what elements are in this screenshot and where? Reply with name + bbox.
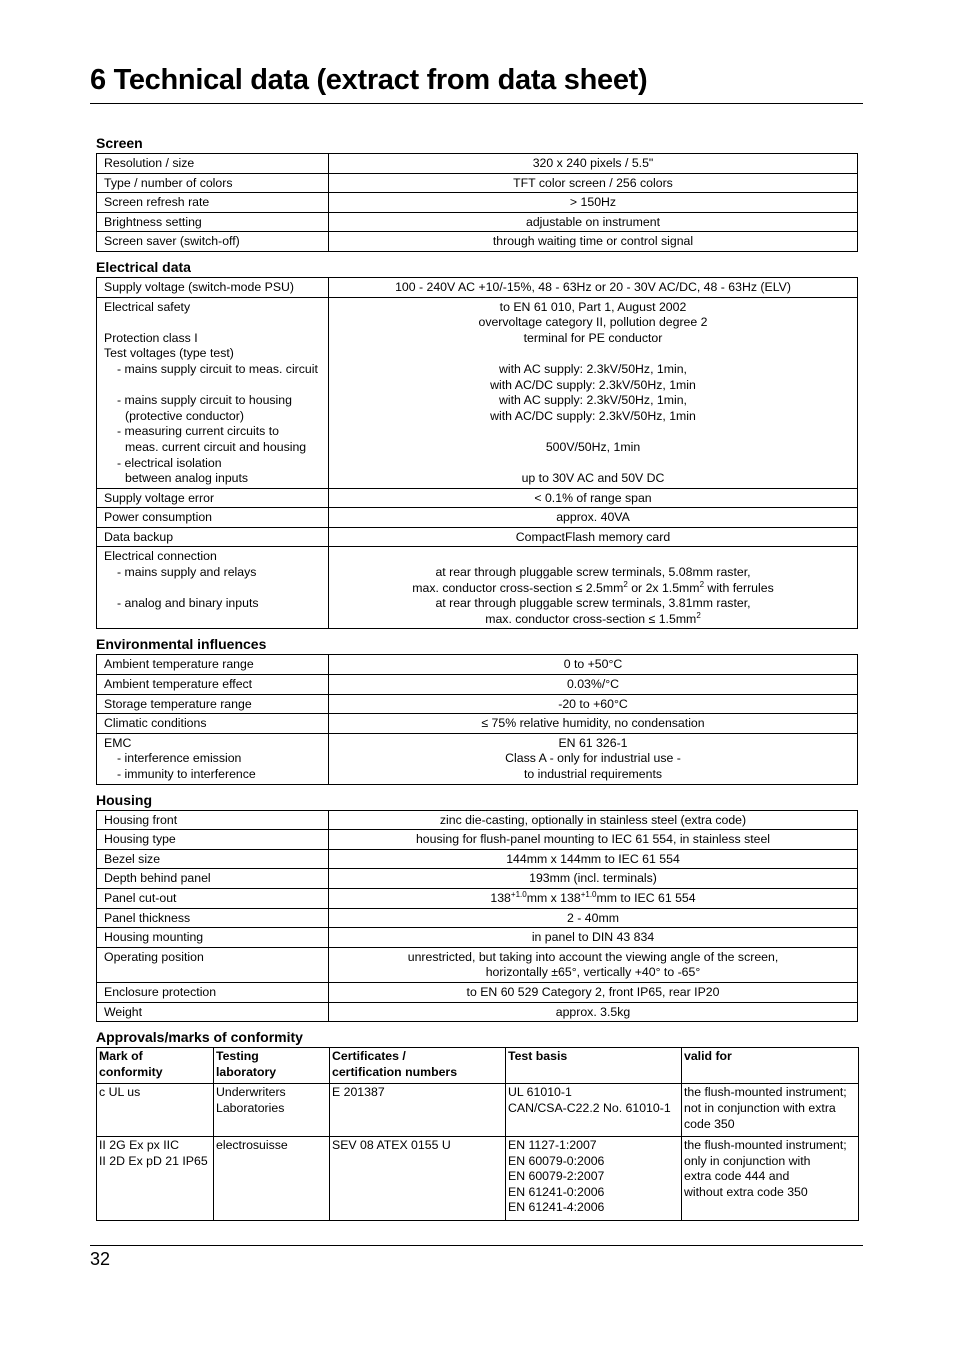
value-line: at rear through pluggable screw terminals, 3.81mm raster, — [435, 596, 751, 611]
row-value-multiline — [329, 947, 858, 982]
label-line: - measuring current circuits to — [117, 424, 279, 439]
table-row — [97, 297, 858, 488]
cell-lab: Underwriters Laboratories — [214, 1084, 330, 1137]
row-label: Housing mounting — [97, 928, 329, 948]
table-header-row — [97, 1048, 859, 1084]
row-value: $138^{+1.0}mm$ x $138^{+1.0}mm$ to IEC 61 554 — [329, 888, 858, 908]
table-row — [97, 1002, 858, 1022]
row-label: Operating position — [97, 947, 329, 982]
row-value: 2 - 40mm — [329, 908, 858, 928]
cell-basis: EN 1127-1:2007 EN 60079-0:2006 EN 60079-2:2007 EN 61241-0:2006 EN 61241-4:2006 — [506, 1137, 682, 1221]
section-heading-environment: Environmental influences — [96, 636, 267, 653]
row-value: zinc die-casting, optionally in stainless steel (extra code) — [329, 810, 858, 830]
value-line: with AC/DC supply: 2.3kV/50Hz, 1min — [490, 408, 696, 423]
value-line: EN 61 326-1 — [558, 735, 628, 750]
label-line: meas. current circuit and housing — [125, 439, 307, 454]
table-row — [97, 830, 858, 850]
row-value: to EN 60 529 Category 2, front IP65, rear IP20 — [329, 982, 858, 1002]
environment-table — [96, 654, 858, 784]
label-line: - electrical isolation — [117, 455, 222, 470]
title-rule — [90, 103, 863, 104]
column-header: Mark of conformity — [97, 1048, 214, 1084]
row-value-multiline — [329, 547, 858, 629]
table-row — [97, 714, 858, 734]
electrical-table — [96, 277, 858, 629]
row-label-multiline — [97, 547, 329, 629]
row-value: 0.03%/°C — [329, 675, 858, 695]
label-line: - immunity to interference — [117, 767, 256, 781]
row-label: Depth behind panel — [97, 869, 329, 889]
row-value: approx. 3.5kg — [329, 1002, 858, 1022]
approvals-table — [96, 1047, 859, 1221]
label-line: Protection class I — [104, 330, 198, 345]
label-line: EMC — [104, 735, 132, 750]
label-line: - mains supply circuit to housing — [117, 393, 292, 408]
row-label: Bezel size — [97, 849, 329, 869]
value-line: to industrial requirements — [523, 767, 663, 781]
cell-cert: E 201387 — [330, 1084, 506, 1137]
housing-table — [96, 810, 858, 1023]
row-value: adjustable on instrument — [329, 212, 858, 232]
table-row — [97, 488, 858, 508]
table-row — [97, 1137, 859, 1221]
row-value: in panel to DIN 43 834 — [329, 928, 858, 948]
row-label: Screen refresh rate — [97, 193, 329, 213]
table-row — [97, 733, 858, 784]
cell-basis: UL 61010-1 CAN/CSA-C22.2 No. 61010-1 — [506, 1084, 682, 1137]
screen-table — [96, 153, 858, 252]
label-line: Electrical connection — [104, 549, 217, 564]
row-label: Enclosure protection — [97, 982, 329, 1002]
section-heading-screen: Screen — [96, 135, 143, 151]
table-row — [97, 508, 858, 528]
value-line: with AC supply: 2.3kV/50Hz, 1min, — [499, 361, 687, 376]
row-label: Housing type — [97, 830, 329, 850]
table-row — [97, 810, 858, 830]
value-line: up to 30V AC and 50V DC — [521, 471, 665, 486]
table-row — [97, 869, 858, 889]
section-heading-electrical: Electrical data — [96, 258, 191, 275]
table-row — [97, 212, 858, 232]
row-value: through waiting time or control signal — [329, 232, 858, 252]
label-line: Test voltages (type test) — [104, 346, 234, 361]
value-line: overvoltage category II, pollution degree 2 — [478, 315, 708, 330]
row-label: Type / number of colors — [97, 173, 329, 193]
label-line: - interference emission — [117, 751, 242, 766]
value-line: Class A - only for industrial use - — [505, 751, 681, 766]
row-value: -20 to +60°C — [329, 694, 858, 714]
row-label: Screen saver (switch-off) — [97, 232, 329, 252]
page-number: 32 — [90, 1249, 111, 1269]
value-line: with AC supply: 2.3kV/50Hz, 1min, — [499, 393, 687, 408]
row-label: Resolution / size — [97, 154, 329, 174]
row-label: Panel cut-out — [97, 888, 329, 908]
value-line: at rear through pluggable screw terminals, 5.08mm raster, — [435, 565, 751, 580]
row-label: Weight — [97, 1002, 329, 1022]
row-label-multiline — [97, 297, 329, 488]
row-value: TFT color screen / 256 colors — [329, 173, 858, 193]
row-label: Power consumption — [97, 508, 329, 528]
row-value-multiline — [329, 297, 858, 488]
row-label: Housing front — [97, 810, 329, 830]
row-label: Panel thickness — [97, 908, 329, 928]
table-row — [97, 232, 858, 252]
column-header: Certificates / certification numbers — [330, 1048, 506, 1084]
page-title: 6 Technical data (extract from data sheet) — [90, 64, 648, 96]
row-value: approx. 40VA — [329, 508, 858, 528]
column-header: valid for — [682, 1048, 859, 1084]
value-line: to EN 61 010, Part 1, August 2002 — [499, 299, 687, 314]
row-value: > 150Hz — [329, 193, 858, 213]
value-line: max. conductor cross-section ≤ $1.5mm^2$ — [485, 610, 701, 626]
label-line: between analog inputs — [125, 471, 249, 486]
table-row — [97, 694, 858, 714]
label-line: Electrical safety — [104, 299, 191, 314]
footer-rule — [90, 1245, 863, 1246]
row-value: < 0.1% of range span — [329, 488, 858, 508]
table-row — [97, 982, 858, 1002]
value-line: unrestricted, but taking into account the viewing angle of the screen, — [407, 949, 779, 964]
row-value: CompactFlash memory card — [329, 527, 858, 547]
table-row — [97, 173, 858, 193]
value-line: max. conductor cross-section ≤ $2.5mm^2$ or 2x $1.5mm^2$ with ferrules — [412, 579, 774, 595]
section-heading-approvals: Approvals/marks of conformity — [96, 1029, 303, 1046]
cell-cert: SEV 08 ATEX 0155 U — [330, 1137, 506, 1221]
column-header: Test basis — [506, 1048, 682, 1084]
value-line: 500V/50Hz, 1min — [545, 439, 641, 454]
table-row — [97, 888, 858, 908]
row-value: 0 to +50°C — [329, 655, 858, 675]
section-heading-housing: Housing — [96, 791, 152, 808]
table-row — [97, 277, 858, 297]
row-label-multiline — [97, 733, 329, 784]
row-value: 320 x 240 pixels / 5.5" — [329, 154, 858, 174]
table-row — [97, 849, 858, 869]
value-line: terminal for PE conductor — [523, 330, 663, 345]
row-label: Ambient temperature range — [97, 655, 329, 675]
table-row — [97, 547, 858, 629]
column-header: Testing laboratory — [214, 1048, 330, 1084]
row-label: Climatic conditions — [97, 714, 329, 734]
table-row — [97, 1084, 859, 1137]
content — [96, 135, 858, 1221]
label-line: (protective conductor) — [125, 408, 244, 423]
label-line: - analog and binary inputs — [117, 596, 259, 611]
cell-valid: the flush-mounted instrument; not in conjunction with extra code 350 — [682, 1084, 859, 1137]
value-line: with AC/DC supply: 2.3kV/50Hz, 1min — [490, 377, 696, 392]
row-label: Brightness setting — [97, 212, 329, 232]
row-label: Supply voltage error — [97, 488, 329, 508]
label-line: - mains supply circuit to meas. circuit — [117, 361, 318, 376]
row-label: Data backup — [97, 527, 329, 547]
row-value: 100 - 240V AC +10/-15%, 48 - 63Hz or 20 - 30V AC/DC, 48 - 63Hz (ELV) — [329, 277, 858, 297]
table-row — [97, 527, 858, 547]
cell-mark: II 2G Ex px IIC II 2D Ex pD 21 IP65 — [97, 1137, 214, 1221]
row-value: ≤ 75% relative humidity, no condensation — [329, 714, 858, 734]
label-line: - mains supply and relays — [117, 565, 257, 580]
row-value: housing for flush-panel mounting to IEC 61 554, in stainless steel — [329, 830, 858, 850]
value-line: horizontally ±65°, vertically +40° to -65° — [485, 965, 701, 980]
cell-mark: c UL us — [97, 1084, 214, 1137]
table-row — [97, 154, 858, 174]
row-value: 144mm x 144mm to IEC 61 554 — [329, 849, 858, 869]
cell-valid: the flush-mounted instrument; only in conjunction with extra code 444 and without extra code 350 — [682, 1137, 859, 1221]
row-value: 193mm (incl. terminals) — [329, 869, 858, 889]
table-row — [97, 675, 858, 695]
table-row — [97, 193, 858, 213]
row-label: Supply voltage (switch-mode PSU) — [97, 277, 329, 297]
cell-lab: electrosuisse — [214, 1137, 330, 1221]
table-row — [97, 947, 858, 982]
table-row — [97, 655, 858, 675]
row-label: Storage temperature range — [97, 694, 329, 714]
table-row — [97, 908, 858, 928]
row-label: Ambient temperature effect — [97, 675, 329, 695]
table-row — [97, 928, 858, 948]
row-value-multiline — [329, 733, 858, 784]
